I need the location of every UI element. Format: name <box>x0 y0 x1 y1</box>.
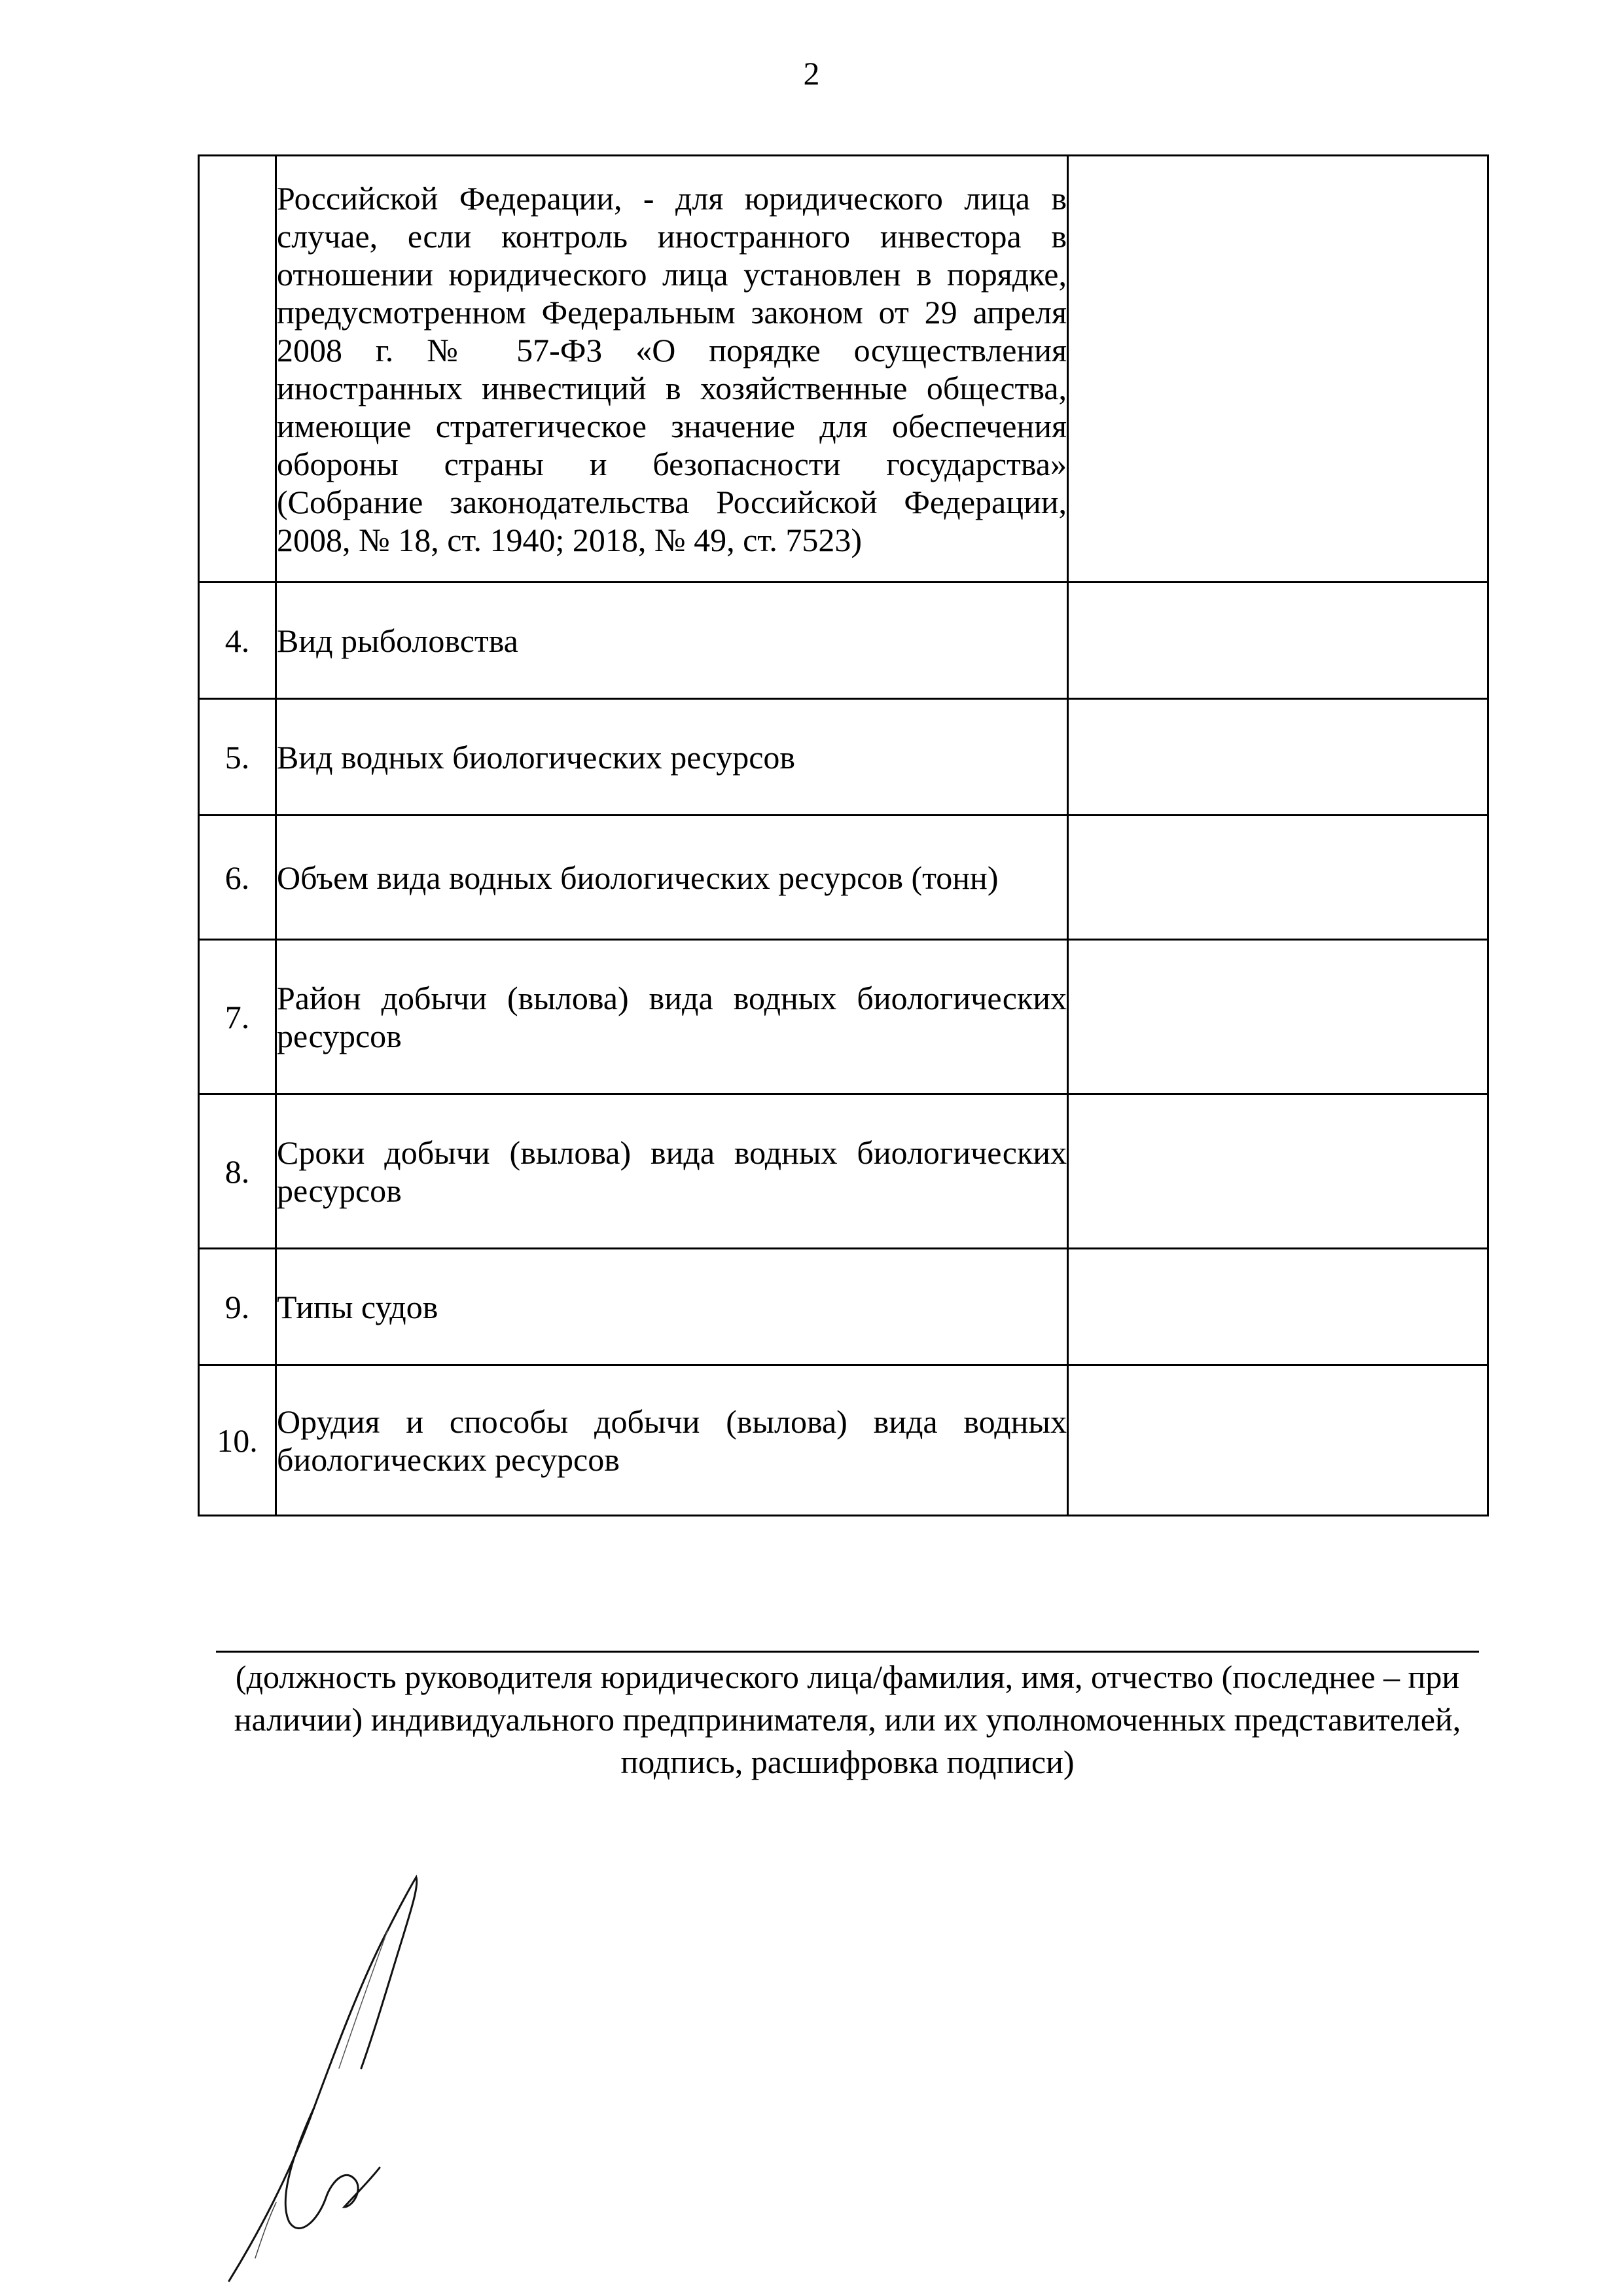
row-value-cell[interactable] <box>1068 699 1488 816</box>
row-number: 4. <box>199 583 276 699</box>
row-description: Объем вида водных биологических ресурсов (тонн) <box>276 816 1068 940</box>
table-row <box>199 699 1488 816</box>
row-value-cell[interactable] <box>1068 940 1488 1094</box>
row-number: 7. <box>199 940 276 1094</box>
row-number: 8. <box>199 1094 276 1249</box>
row-number: 5. <box>199 699 276 816</box>
row-value-cell[interactable] <box>1068 1249 1488 1365</box>
row-value-cell[interactable] <box>1068 816 1488 940</box>
table-row <box>199 1365 1488 1516</box>
row-number: 6. <box>199 816 276 940</box>
row-value-cell[interactable] <box>1068 1094 1488 1249</box>
table-row <box>199 583 1488 699</box>
table-row <box>199 940 1488 1094</box>
row-description: Типы судов <box>276 1249 1068 1365</box>
row-description: Орудия и способы добычи (вылова) вида водных биологических ресурсов <box>276 1365 1068 1516</box>
table-row <box>199 156 1488 583</box>
handwritten-signature <box>216 1872 478 2291</box>
row-number <box>199 156 276 583</box>
row-number: 9. <box>199 1249 276 1365</box>
row-description: Сроки добычи (вылова) вида водных биологических ресурсов <box>276 1094 1068 1249</box>
signature-caption: (должность руководителя юридического лица/фамилия, имя, отчество (последнее – при наличии) индивидуального предпринимателя, или их уполномоченных представителей, подпись, расшифровка подписи) <box>234 1659 1461 1780</box>
table-row <box>199 1249 1488 1365</box>
row-description: Район добычи (вылова) вида водных биологических ресурсов <box>276 940 1068 1094</box>
application-form-table <box>198 154 1489 1516</box>
row-value-cell[interactable] <box>1068 583 1488 699</box>
signature-line <box>216 1651 1479 1653</box>
row-value-cell[interactable] <box>1068 156 1488 583</box>
table-row <box>199 816 1488 940</box>
row-description: Российской Федерации, - для юридического лица в случае, если контроль иностранного инвестора в отношении юридического лица установлен в порядке, предусмотренном Федеральным законом от 29 апреля 2008 г. № 57-ФЗ «О порядке осуществления иностранных инвестиций в хозяйственные общества, имеющие стратегическое значение для обеспечения обороны страны и безопасности государства» (Собрание законодательства Российской Федерации, 2008, № 18, ст. 1940; 2018, № 49, ст. 7523) <box>276 156 1068 583</box>
row-description: Вид водных биологических ресурсов <box>276 699 1068 816</box>
row-value-cell[interactable] <box>1068 1365 1488 1516</box>
row-number: 10. <box>199 1365 276 1516</box>
row-description: Вид рыболовства <box>276 583 1068 699</box>
page-number: 2 <box>803 55 820 92</box>
table-row <box>199 1094 1488 1249</box>
